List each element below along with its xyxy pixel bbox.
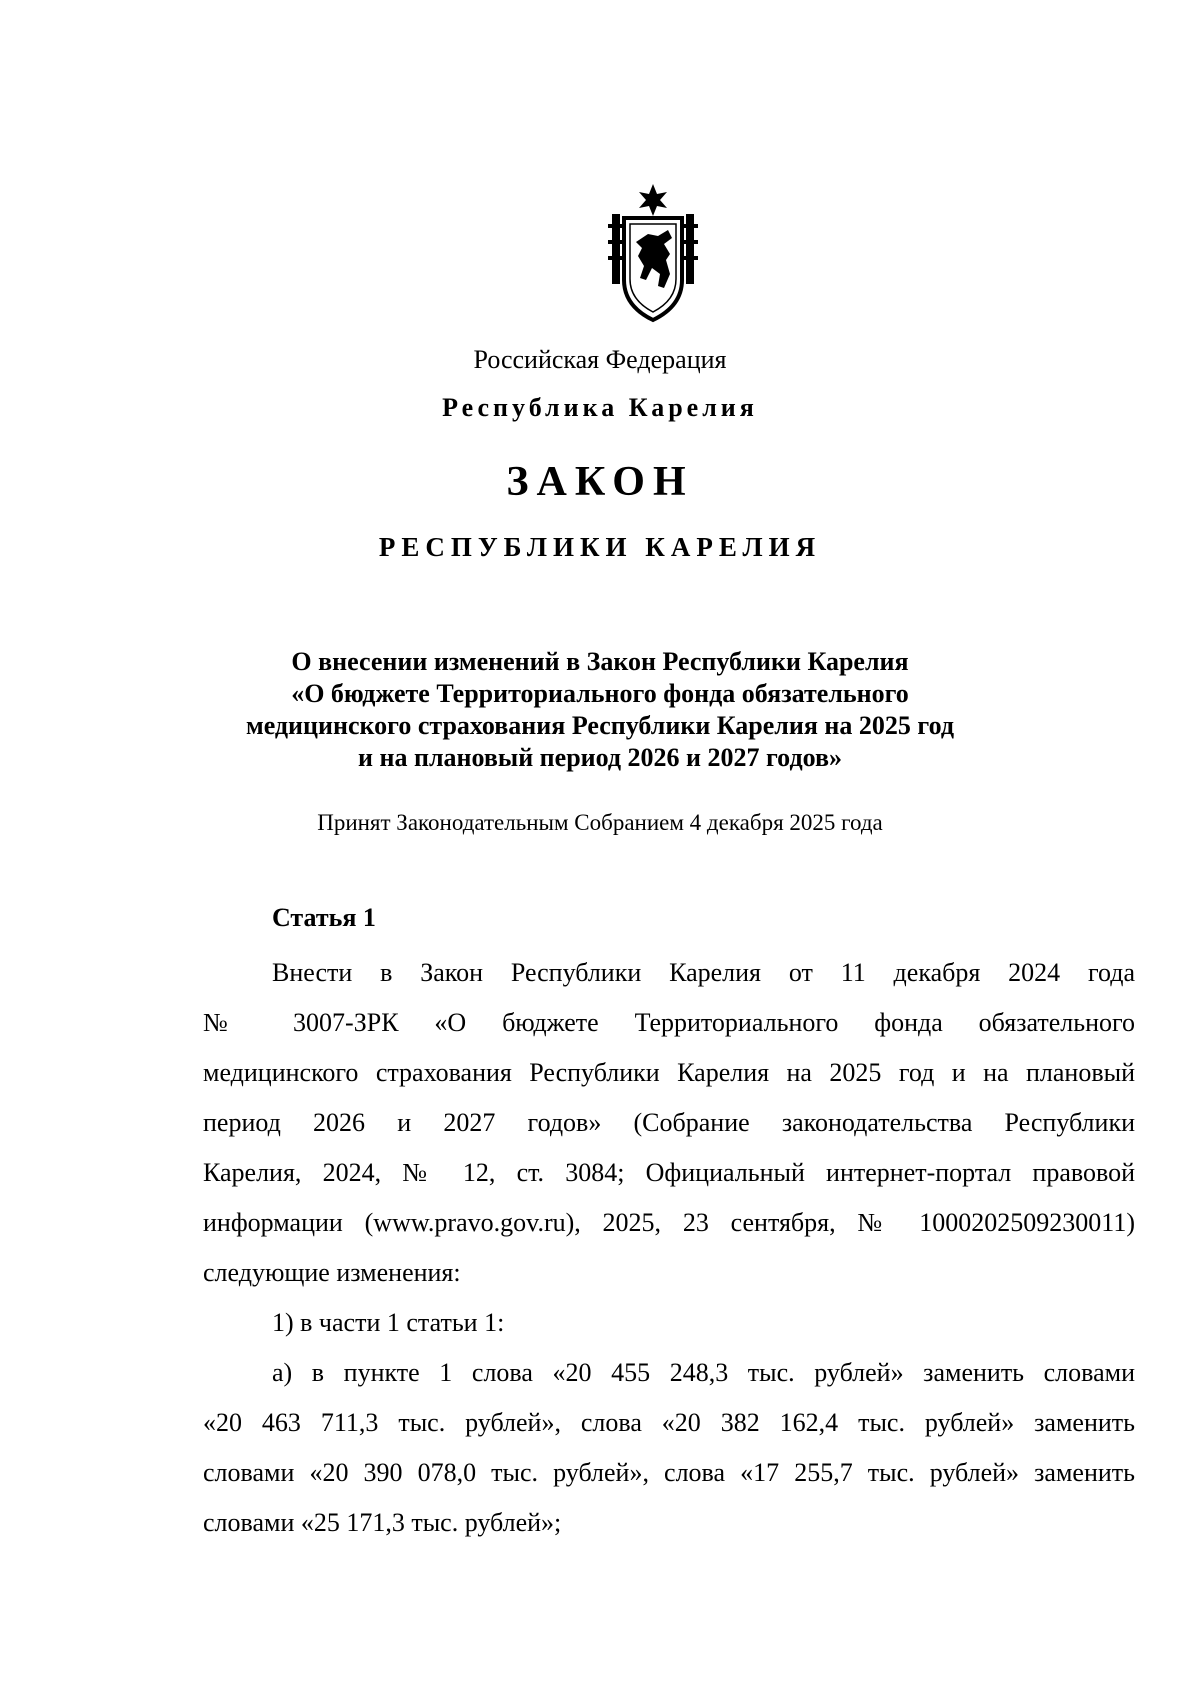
paragraph-line: Внести в Закон Республики Карелия от 11 декабря 2024 года	[272, 958, 1135, 987]
federation-name: Российская Федерация	[473, 345, 727, 374]
paragraph-line: № 3007-ЗРК «О бюджете Территориального фонда обязательного	[203, 1008, 1135, 1037]
law-title-line: и на плановый период 2026 и 2027 годов»	[358, 743, 842, 772]
paragraph-line: а) в пункте 1 слова «20 455 248,3 тыс. рублей» заменить словами	[272, 1358, 1135, 1387]
paragraph-line: медицинского страхования Республики Карелия на 2025 год и на плановый	[203, 1058, 1135, 1087]
subitem-a	[203, 1348, 1135, 1548]
law-title	[0, 646, 1200, 774]
law-title-line: О внесении изменений в Закон Республики Карелия	[291, 647, 909, 676]
article-heading: Статья 1	[272, 903, 376, 932]
paragraph-line: Карелия, 2024, № 12, ст. 3084; Официальный интернет-портал правовой	[203, 1158, 1135, 1187]
law-title-line: «О бюджете Территориального фонда обязательного	[291, 679, 909, 708]
paragraph-line: словами «20 390 078,0 тыс. рублей», слова «17 255,7 тыс. рублей» заменить	[203, 1458, 1135, 1487]
coat-of-arms-emblem	[608, 184, 698, 324]
paragraph-line: следующие изменения:	[203, 1258, 461, 1287]
adoption-note: Принят Законодательным Собранием 4 декабря 2025 года	[317, 810, 883, 835]
law-title-line: медицинского страхования Республики Карелия на 2025 год	[246, 711, 954, 740]
paragraph-line: словами «25 171,3 тыс. рублей»;	[203, 1508, 562, 1537]
issuer-name: РЕСПУБЛИКИ КАРЕЛИЯ	[378, 532, 822, 562]
paragraph-line: информации (www.pravo.gov.ru), 2025, 23 сентября, № 1000202509230011)	[203, 1208, 1135, 1237]
paragraph-line: «20 463 711,3 тыс. рублей», слова «20 382 162,4 тыс. рублей» заменить	[203, 1408, 1135, 1437]
republic-name: Республика Карелия	[442, 393, 758, 422]
article-paragraph	[203, 948, 1135, 1298]
paragraph-line: период 2026 и 2027 годов» (Собрание законодательства Республики	[203, 1108, 1135, 1137]
list-item-1: 1) в части 1 статьи 1:	[272, 1308, 505, 1337]
document-type: ЗАКОН	[506, 459, 694, 505]
